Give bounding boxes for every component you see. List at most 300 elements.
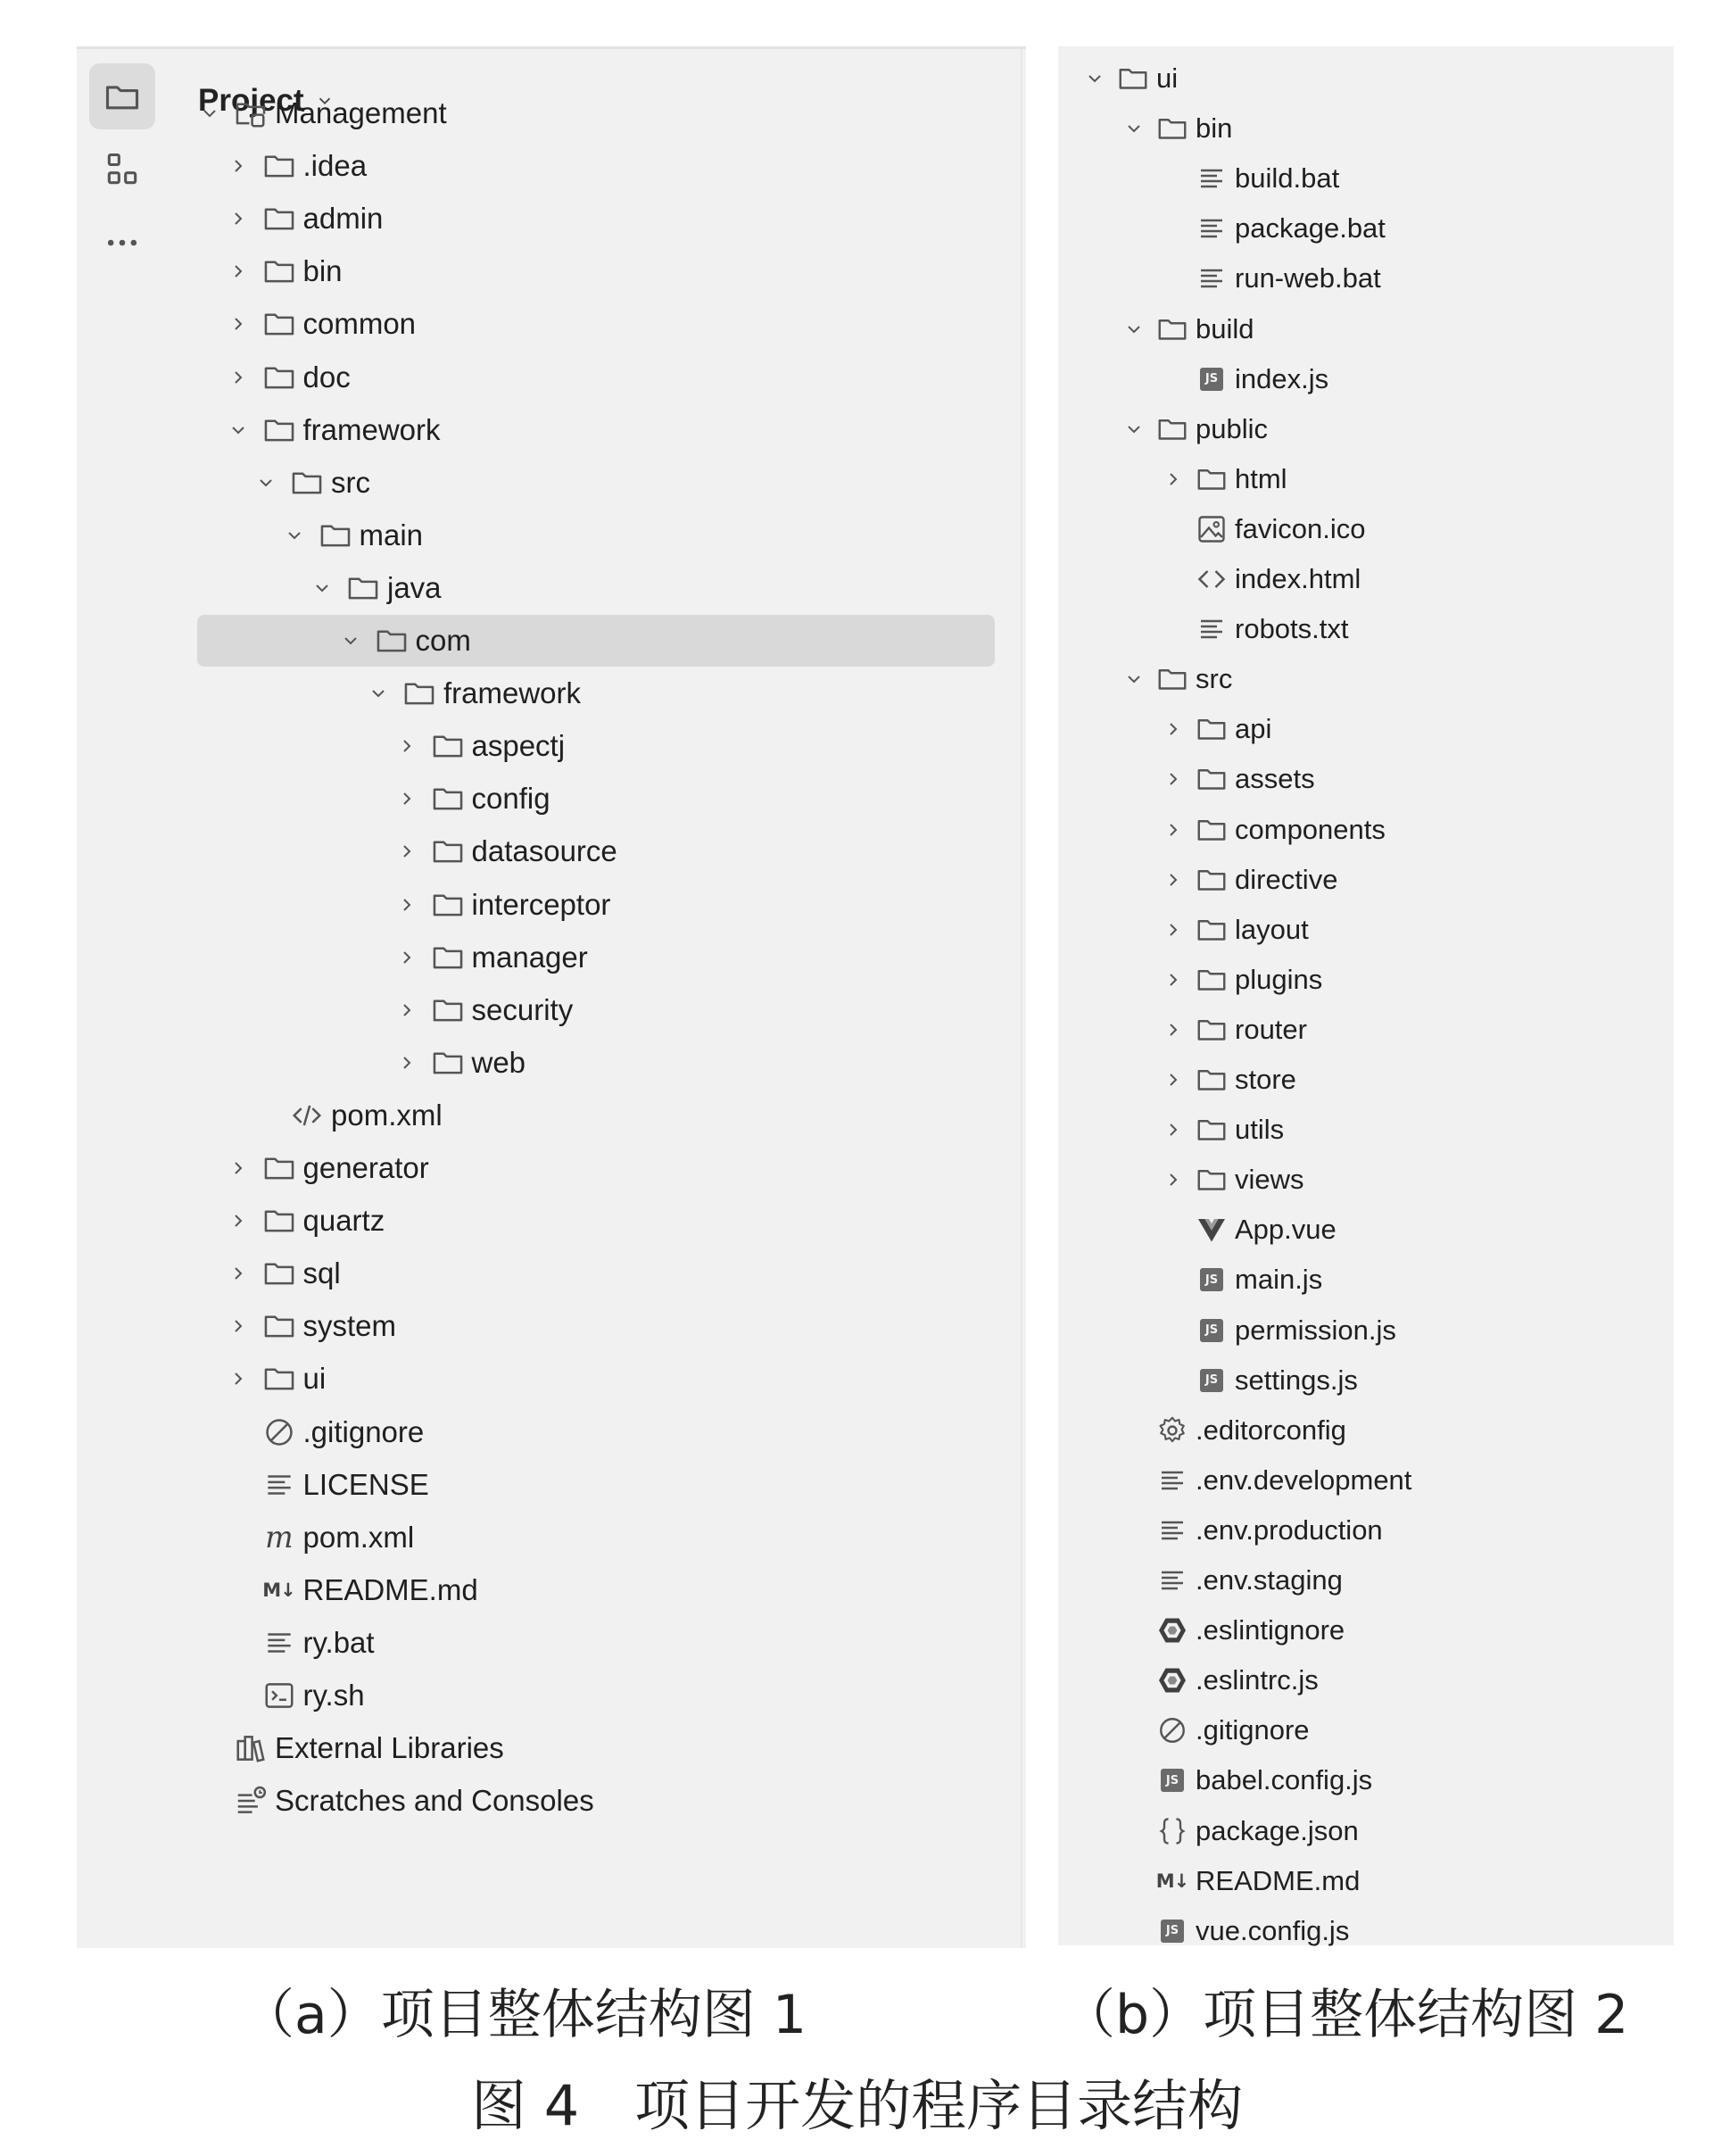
text-file-icon [1156,1564,1188,1596]
tree-file-row[interactable] [1058,1406,1674,1455]
tree-item-label: web [471,1045,526,1079]
tree-item-label: permission.js [1235,1314,1396,1346]
js-badge: JS [1161,1920,1184,1943]
tree-file-row[interactable] [1058,1806,1674,1856]
tree-item-label: ry.bat [302,1625,375,1659]
arrow-spacer [225,1524,252,1551]
folder-icon [319,518,352,552]
tree-folder-row[interactable] [1058,104,1674,153]
tree-item-label: utils [1235,1114,1285,1146]
folder-icon [262,1151,296,1185]
tree-item-label: ui [302,1362,327,1396]
js-icon [1156,1915,1188,1947]
tree-item-label: .eslintrc.js [1196,1664,1319,1696]
tree-item-label: vue.config.js [1196,1914,1350,1946]
js-icon [1196,1314,1228,1347]
chevron-right-icon[interactable] [1160,817,1187,843]
tree-folder-row[interactable] [77,297,1026,351]
tree-folder-row[interactable] [77,719,1026,773]
tree-item-label: src [331,465,370,499]
tree-item-label: directive [1235,863,1338,895]
tree-item-label: generator [302,1151,429,1184]
chevron-right-icon[interactable] [1160,716,1187,742]
tree-file-row[interactable] [1058,1306,1674,1356]
tree-item-label: plugins [1235,963,1323,995]
tree-item-label: .env.staging [1196,1564,1343,1596]
tree-item-label: Scratches and Consoles [275,1784,594,1818]
arrow-spacer [1121,1417,1147,1444]
tree-folder-row[interactable] [77,772,1026,825]
tree-file-row[interactable] [1058,1755,1674,1805]
folder-icon [431,1046,465,1080]
tree-item-label: pom.xml [302,1520,415,1554]
chevron-down-icon[interactable] [1121,666,1147,692]
tree-folder-row[interactable] [77,456,1026,510]
tree-folder-row[interactable] [77,403,1026,457]
tree-file-row[interactable] [1058,504,1674,554]
tree-folder-row[interactable] [1058,905,1674,955]
tree-file-row[interactable] [77,1721,1026,1775]
folder-icon [262,202,296,236]
chevron-right-icon[interactable] [1160,867,1187,893]
folder-icon [375,624,409,658]
tree-file-row[interactable] [1058,1455,1674,1505]
tree-item-label: App.vue [1235,1214,1336,1246]
chevron-right-icon[interactable] [1160,766,1187,792]
maven-icon [262,1521,296,1555]
arrow-spacer [225,1682,252,1709]
tree-item-label: ry.sh [302,1679,365,1712]
tree-item-label: Management [275,96,447,129]
chevron-right-icon[interactable] [225,205,252,232]
chevron-right-icon[interactable] [393,733,420,759]
tree-item-label: main [359,518,424,551]
tree-file-row[interactable] [1058,203,1674,253]
tree-file-row[interactable] [1058,1505,1674,1555]
tree-folder-row[interactable] [1058,955,1674,1005]
folder-icon [1156,112,1188,145]
js-badge: JS [1200,1369,1223,1392]
folder-icon [262,1204,296,1238]
js-icon [1196,1264,1228,1296]
folder-icon [346,571,380,605]
libraries-icon [234,1731,268,1765]
tree-file-row[interactable] [1058,1856,1674,1906]
vue-icon [1196,1214,1228,1246]
tree-folder-row[interactable] [1058,404,1674,454]
scratches-icon [234,1784,268,1818]
arrow-spacer [1121,1517,1147,1544]
tree-file-row[interactable] [77,1616,1026,1670]
chevron-right-icon[interactable] [225,364,252,391]
markdown-badge: M↓ [262,1579,295,1601]
tree-file-row[interactable] [1058,153,1674,203]
arrow-spacer [1160,215,1187,242]
folder-icon [1156,313,1188,345]
tree-item-label: security [471,992,574,1026]
tree-item-label: config [471,782,550,816]
text-file-icon [1196,613,1228,645]
tree-item-label: public [1196,412,1268,444]
tree-item-label: package.bat [1235,212,1386,245]
folder-icon [262,307,296,341]
tree-folder-row[interactable] [1058,1105,1674,1155]
chevron-right-icon[interactable] [225,1365,252,1392]
tree-folder-row[interactable] [77,1299,1026,1353]
tree-file-row[interactable] [1058,1356,1674,1406]
arrow-spacer [225,1419,252,1446]
js-icon [1196,1364,1228,1397]
folder-icon [1117,62,1149,95]
tree-item-label: package.json [1196,1814,1359,1846]
arrow-spacer [196,1787,223,1814]
tree-file-row[interactable] [1058,554,1674,604]
folder-icon [1196,713,1228,745]
chevron-right-icon[interactable] [225,1313,252,1339]
tree-folder-row[interactable] [1058,754,1674,804]
tree-item-label: build [1196,312,1254,344]
selection-highlight [197,615,995,667]
chevron-down-icon[interactable] [225,417,252,444]
js-badge: JS [1200,368,1223,391]
tree-item-label: settings.js [1235,1364,1358,1396]
tree-item-label: .editorconfig [1196,1414,1346,1446]
tree-item-label: views [1235,1164,1304,1196]
arrow-spacer [1160,516,1187,543]
tree-item-label: README.md [302,1572,478,1606]
text-file-icon [1156,1514,1188,1547]
chevron-right-icon[interactable] [1160,466,1187,493]
chevron-right-icon[interactable] [225,1155,252,1182]
tree-item-label: framework [443,676,582,710]
tree-item-label: .idea [302,149,368,183]
arrow-spacer [1121,1818,1147,1845]
tree-folder-row[interactable] [77,614,1026,668]
folder-icon [262,361,296,394]
html-icon [1196,563,1228,595]
tree-folder-row[interactable] [77,245,1026,298]
tree-item-label: External Libraries [275,1731,504,1765]
tree-item-label: html [1235,462,1287,494]
arrow-spacer [1121,1617,1147,1644]
folder-icon [431,993,465,1027]
tree-item-label: robots.txt [1235,613,1349,645]
arrow-spacer [1160,165,1187,192]
arrow-spacer [1121,1467,1147,1494]
chevron-down-icon[interactable] [252,469,279,496]
tree-item-label: store [1235,1064,1296,1095]
chevron-right-icon[interactable] [393,891,420,918]
eslint-icon [1156,1614,1188,1646]
folder-icon [431,834,465,868]
arrow-spacer [252,1102,279,1129]
tree-folder-row[interactable] [77,351,1026,404]
arrow-spacer [1121,1667,1147,1694]
tree-item-label: .gitignore [302,1414,425,1448]
tree-item-label: components [1235,813,1386,845]
chevron-down-icon[interactable] [196,100,223,127]
tree-folder-row[interactable] [77,1141,1026,1195]
arrow-spacer [225,1629,252,1656]
tree-file-row[interactable] [1058,1655,1674,1705]
chevron-right-icon[interactable] [225,1207,252,1234]
text-file-icon [1196,212,1228,245]
tree-item-label: index.js [1235,362,1329,394]
folder-icon [431,729,465,763]
arrow-spacer [1121,1567,1147,1594]
tree-item-label: assets [1235,763,1315,795]
tree-file-row[interactable] [77,1774,1026,1828]
chevron-right-icon[interactable] [225,153,252,179]
tree-folder-row[interactable] [77,931,1026,984]
tree-folder-row[interactable] [77,1352,1026,1406]
arrow-spacer [1160,566,1187,593]
module-folder-icon [234,96,268,130]
js-icon [1156,1764,1188,1796]
chevron-down-icon[interactable] [1121,416,1147,443]
tree-file-row[interactable] [1058,253,1674,303]
tree-file-row[interactable] [77,1089,1026,1142]
chevron-right-icon[interactable] [225,311,252,337]
figure-title: 图 4 项目开发的程序目录结构 [471,2073,1244,2138]
folder-icon [290,466,324,500]
chevron-right-icon[interactable] [393,997,420,1024]
tree-item-label: aspectj [471,729,566,763]
tree-folder-row[interactable] [1058,1005,1674,1055]
chevron-right-icon[interactable] [1160,966,1187,993]
folder-icon [1196,864,1228,896]
folder-icon [1196,463,1228,495]
tree-file-row[interactable] [77,1511,1026,1564]
chevron-right-icon[interactable] [1160,1066,1187,1093]
tree-folder-row[interactable] [1058,1155,1674,1205]
folder-icon [262,1309,296,1343]
xml-icon [290,1099,324,1132]
project-view-title: Project [198,83,304,118]
js-badge: JS [1200,1319,1223,1342]
arrow-spacer [1160,1317,1187,1344]
tree-item-label: babel.config.js [1196,1764,1373,1796]
markdown-icon [1156,1865,1188,1897]
tree-folder-row[interactable] [77,192,1026,245]
markdown-icon [262,1573,296,1607]
arrow-spacer [1121,1717,1147,1744]
arrow-spacer [1121,1868,1147,1895]
chevron-right-icon[interactable] [393,785,420,812]
svg-text:m: m [264,1520,294,1555]
tree-folder-row[interactable] [1058,855,1674,905]
tree-folder-row[interactable] [1058,805,1674,855]
folder-icon [431,941,465,974]
tree-folder-row[interactable] [77,667,1026,720]
tree-item-label: manager [471,940,588,974]
tree-folder-row[interactable] [77,983,1026,1037]
tree-file-row[interactable] [1058,1605,1674,1655]
folder-icon [262,1362,296,1396]
eslint-icon [1156,1664,1188,1696]
text-file-icon [1156,1464,1188,1497]
chevron-down-icon[interactable] [1121,115,1147,142]
json-icon [1156,1815,1188,1847]
js-badge: JS [1200,1268,1223,1291]
tree-item-label: run-web.bat [1235,262,1381,294]
image-icon [1196,513,1228,545]
chevron-down-icon[interactable] [1121,316,1147,343]
tree-item-label: bin [302,254,343,288]
tree-item-label: bin [1196,112,1233,145]
chevron-right-icon[interactable] [1160,916,1187,943]
tree-folder-row[interactable] [1058,304,1674,354]
folder-icon [262,413,296,447]
arrow-spacer [225,1577,252,1604]
folder-icon [262,149,296,183]
ignore-icon [1156,1714,1188,1746]
tree-item-label: .env.production [1196,1513,1383,1546]
tree-file-row[interactable] [77,1406,1026,1459]
shell-icon [262,1679,296,1712]
arrow-spacer [1121,1767,1147,1794]
chevron-down-icon[interactable] [309,575,335,601]
tree-item-label: ui [1156,62,1179,94]
caption-a: （a）项目整体结构图 1 [241,1984,807,2046]
ui-directory-panel [1058,46,1674,1945]
folder-icon [1196,1114,1228,1146]
folder-icon [402,676,436,710]
tree-item-label: main.js [1235,1264,1323,1296]
tree-file-row[interactable] [1058,1205,1674,1255]
chevron-right-icon[interactable] [393,1049,420,1076]
tree-item-label: doc [302,360,351,394]
folder-icon [1156,663,1188,695]
tree-folder-row[interactable] [1058,1055,1674,1105]
tree-item-label: .eslintignore [1196,1614,1345,1646]
tree-file-row[interactable] [1058,604,1674,654]
tree-item-label: datasource [471,834,617,868]
tree-file-row[interactable] [1058,1705,1674,1755]
chevron-right-icon[interactable] [225,1260,252,1287]
text-file-icon [262,1626,296,1660]
markdown-badge: M↓ [1155,1870,1189,1892]
tree-file-row[interactable] [77,1669,1026,1722]
tree-file-row[interactable] [77,1458,1026,1512]
chevron-down-icon[interactable] [1081,65,1108,92]
tree-item-label: src [1196,663,1233,695]
chevron-right-icon[interactable] [225,258,252,285]
tree-file-row[interactable] [1058,1906,1674,1956]
chevron-down-icon[interactable] [281,522,308,549]
tree-item-label: build.bat [1235,162,1340,195]
text-file-icon [1196,162,1228,195]
folder-icon [1196,763,1228,795]
arrow-spacer [1160,616,1187,643]
folder-icon [1196,814,1228,846]
tree-item-label: api [1235,713,1272,745]
tree-file-row[interactable] [1058,1555,1674,1605]
tree-item-label: framework [302,412,441,446]
project-tool-window [77,46,1026,1948]
folder-icon [1156,413,1188,445]
folder-icon [431,782,465,816]
tree-folder-row[interactable] [77,1247,1026,1300]
arrow-spacer [1160,1367,1187,1394]
tree-item-label: .env.development [1196,1464,1412,1496]
tree-folder-row[interactable] [1058,654,1674,704]
tree-item-label: layout [1235,913,1309,945]
tree-folder-row[interactable] [77,825,1026,878]
text-file-icon [1196,262,1228,294]
tree-folder-row[interactable] [77,1036,1026,1090]
ignore-icon [262,1415,296,1449]
tree-folder-row[interactable] [77,87,1026,140]
tree-folder-row[interactable] [1058,704,1674,754]
tree-file-row[interactable] [1058,1255,1674,1305]
folder-icon [1196,914,1228,946]
tree-folder-row[interactable] [77,139,1026,193]
folder-icon [262,1256,296,1290]
tree-item-label: common [302,307,417,341]
tree-item-label: system [302,1309,397,1343]
tree-item-label: sql [302,1256,341,1290]
caption-b: （b）项目整体结构图 2 [1062,1984,1629,2046]
tree-item-label: interceptor [471,887,611,921]
chevron-right-icon[interactable] [1160,1016,1187,1043]
folder-icon [1196,964,1228,996]
arrow-spacer [1121,1918,1147,1945]
tree-item-label: favicon.ico [1235,512,1366,544]
tree-file-row[interactable] [77,1563,1026,1617]
chevron-right-icon[interactable] [393,944,420,971]
tree-item-label: .gitignore [1196,1714,1310,1746]
tree-file-row[interactable] [1058,354,1674,404]
chevron-down-icon[interactable] [365,680,392,707]
text-file-icon [262,1468,296,1502]
folder-icon [431,888,465,922]
arrow-spacer [1160,1266,1187,1293]
gear-icon [1156,1414,1188,1447]
tree-item-label: LICENSE [302,1467,429,1501]
tree-folder-row[interactable] [77,878,1026,932]
tree-folder-row[interactable] [77,509,1026,562]
tree-item-label: index.html [1235,563,1361,594]
tree-item-label: quartz [302,1204,385,1238]
tree-item-label: README.md [1196,1864,1361,1896]
folder-icon [1196,1014,1228,1046]
tree-folder-row[interactable] [77,561,1026,615]
chevron-right-icon[interactable] [1160,1116,1187,1143]
folder-icon [262,254,296,288]
chevron-down-icon[interactable] [337,627,364,654]
tree-item-label: router [1235,1013,1307,1045]
chevron-right-icon[interactable] [1160,1166,1187,1193]
folder-icon [1196,1064,1228,1096]
arrow-spacer [1160,366,1187,393]
tree-item-label: java [387,570,442,604]
arrow-spacer [225,1472,252,1498]
arrow-spacer [1160,1216,1187,1243]
folder-icon [1196,1164,1228,1196]
chevron-right-icon[interactable] [393,838,420,865]
tree-folder-row[interactable] [1058,454,1674,504]
arrow-spacer [1160,265,1187,292]
tree-item-label: admin [302,202,384,236]
arrow-spacer [196,1735,223,1762]
js-icon [1196,363,1228,395]
tree-item-label: pom.xml [331,1098,443,1132]
tree-folder-row[interactable] [77,1194,1026,1248]
js-badge: JS [1161,1769,1184,1792]
tree-folder-row[interactable] [1058,54,1674,104]
tree-item-label: com [415,624,471,657]
